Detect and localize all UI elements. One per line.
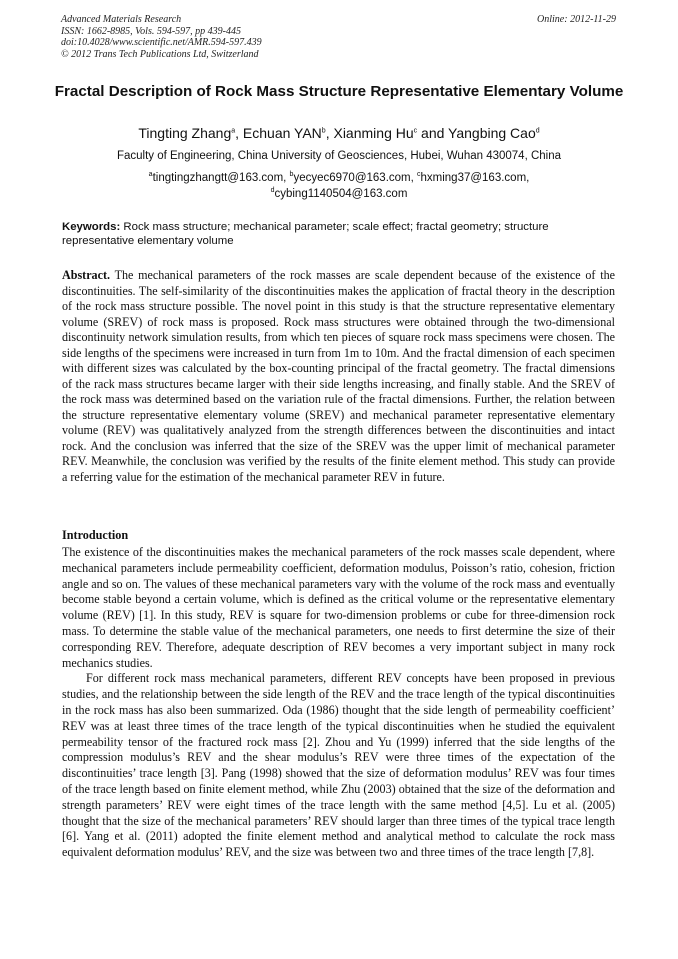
email-sup: c bbox=[417, 171, 421, 179]
author-sup: c bbox=[413, 127, 418, 135]
email-sup: b bbox=[289, 171, 294, 179]
paper-title: Fractal Description of Rock Mass Structure Representative Elementary Volume bbox=[54, 83, 624, 100]
email: cybing1140504@163.com bbox=[274, 188, 408, 200]
keywords-label: Keywords: bbox=[62, 221, 121, 233]
author-list bbox=[0, 125, 678, 141]
author-sep: and bbox=[417, 125, 449, 141]
email-sup: d bbox=[270, 187, 275, 195]
email: yecyec6970@163.com, bbox=[293, 172, 417, 184]
affiliation: Faculty of Engineering, China University of Geosciences, Hubei, Wuhan 430074, China bbox=[116, 150, 562, 162]
abstract bbox=[62, 268, 615, 485]
keywords-text: Rock mass structure; mechanical parameter; scale effect; fractal geometry; structure representative elementary volume bbox=[62, 221, 549, 247]
email: hxming37@163.com, bbox=[420, 172, 530, 184]
author-sep: , bbox=[325, 125, 334, 141]
email-sup: a bbox=[148, 171, 153, 179]
doi: doi:10.4028/www.scientific.net/AMR.594-597.439 bbox=[61, 37, 262, 49]
section-heading-introduction: Introduction bbox=[62, 528, 129, 542]
email-list bbox=[0, 170, 678, 202]
abstract-text: The mechanical parameters of the rock masses are scale dependent because of the existence of the discontinuities. The self-similarity of the discontinuities makes the application of fractal theory in the description of the rock mass structure possible. The novel point in this study is that the structure representative elementary volume (SREV) of rock mass is proposed. Rock mass structures were obtained through the two-dimensional discontinuity network simulation results, from which ten pieces of square rock mass specimens were chosen. The side lengths of the specimens were increased in turn from 1m to 10m. And the fractal dimension of each specimen with different sizes was calculated by the box-counting principal of the fractal geometry. The fractal dimensions of the rack mass structures became larger with their side lengths increasing, and finally stable. And the SREV of the rock mass was determined based on the variation rule of the fractal dimensions. Further, the relation between the structure representative elementary volume (SREV) and mechanical parameter representative elementary volume (REV) was qualitatively analyzed from the strength differences between the discontinuities and intact rock. And the conclusion was inferred that the size of the SREV was the upper limit of mechanical parameter REV. Meanwhile, the conclusion was verified by the results of the finite element method. This study can provide a referring value for the estimation of the mechanical parameter REV in future. bbox=[62, 268, 615, 484]
abstract-label: Abstract. bbox=[62, 268, 111, 282]
paragraph: The existence of the discontinuities makes the mechanical parameters of the rock masses scale dependent, where mechanical parameters include permeability coefficient, deformation modulus, Poisson’s ratio, cohesion, friction angle and so on. The values of these mechanical parameters vary with the volume of the rock mass and eventually become stable beyond a certain volume, which is defined as the critical volume or the representative elementary volume (REV) [1]. In this study, REV is square for two-dimension problems or cube for three-dimension rock mass. To determine the stable value of the mechanical parameters, one needs to first determine the size of their corresponding REV. Therefore, adequate description of REV becomes a very important subject in many rock mechanics studies. bbox=[62, 545, 615, 670]
author-sup: b bbox=[321, 127, 326, 135]
email: tingtingzhangtt@163.com, bbox=[152, 172, 290, 184]
author-sep: , bbox=[235, 125, 243, 141]
author-sup: d bbox=[535, 127, 540, 135]
author: Xianming Hu bbox=[333, 125, 414, 141]
issn: ISSN: 1662-8985, Vols. 594-597, pp 439-445 bbox=[61, 25, 241, 37]
paragraph: For different rock mass mechanical parameters, different REV concepts have been proposed in previous studies, and the relationship between the side length of the REV and the trace length of the typical discontinuities in the rock mass has also been summarized. Oda (1986) thought that the side length of permeability coefficient’ REV was at least three times of the trace length of the typical discontinuities when he studied the equivalent permeability tensor of the fractured rock mass [2]. Zhou and Yu (1999) inferred that the side lengths of the compression modulus’s REV and the shear modulus’s REV were three times of the expectation of the discontinuities’ trace length [3]. Pang (1998) showed that the size of deformation modulus’ REV was four times of the trace length based on finite element method, while Zhu (2003) obtained that the size of the deformation and strength parameters’ REV were eight times of the trace length with the same method [4,5]. Lu et al. (2005) thought that the size of the mechanical parameters’ REV should larger than three times of the typical trace length [6]. Yang et al. (2011) adopted the finite element method and analytical method to calculate the rock mass equivalent deformation modulus’ REV, and the size was between two and three times of the trace length [7,8]. bbox=[62, 671, 615, 860]
journal-header bbox=[61, 14, 262, 60]
author-sup: a bbox=[231, 127, 236, 135]
online-date: Online: 2012-11-29 bbox=[537, 14, 616, 25]
journal-name: Advanced Materials Research bbox=[61, 14, 182, 25]
author: Echuan YAN bbox=[242, 125, 322, 141]
author: Tingting Zhang bbox=[138, 125, 232, 141]
keywords bbox=[62, 220, 614, 248]
introduction-body bbox=[62, 545, 615, 861]
copyright: © 2012 Trans Tech Publications Ltd, Switzerland bbox=[61, 48, 259, 60]
author: Yangbing Cao bbox=[448, 125, 536, 141]
